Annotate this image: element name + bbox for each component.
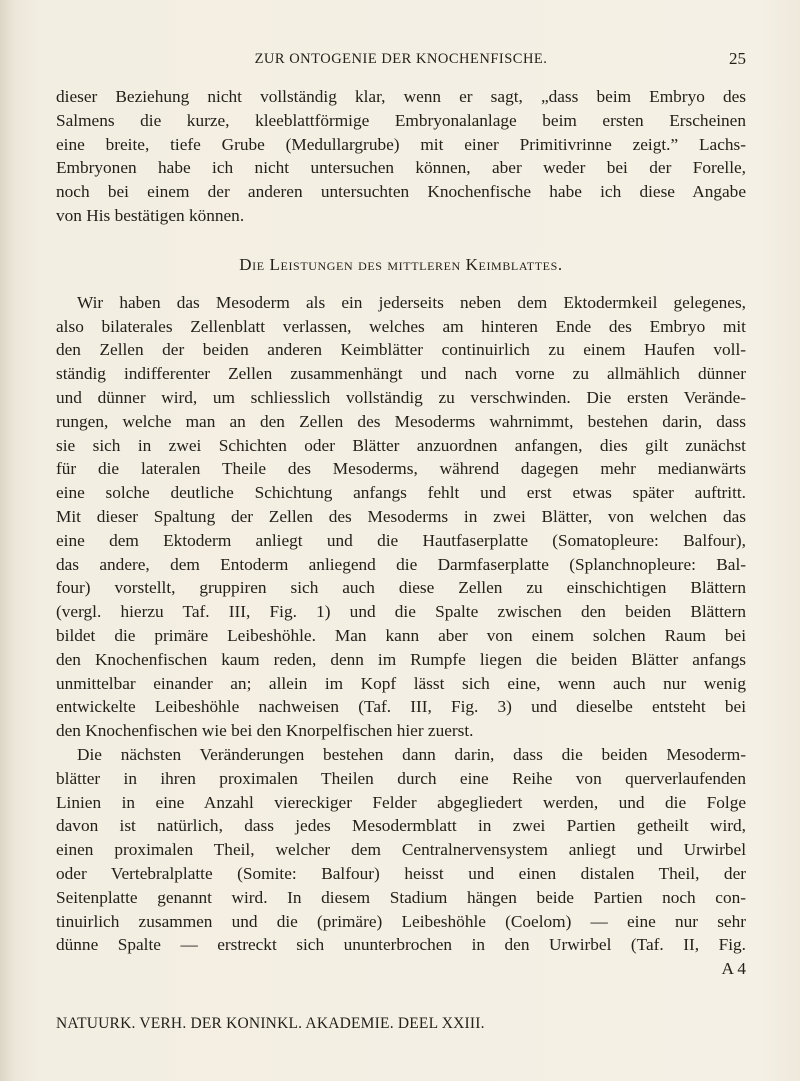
text-line: den Zellen der beiden anderen Keimblätter continuirlich zu einem Haufen voll- — [56, 340, 746, 360]
text-line: Wir haben das Mesoderm als ein jederseits neben dem Ektodermkeil gelegenes, — [77, 292, 746, 312]
text-line: ständig indifferenter Zellen zusammenhängt und nach vorne zu allmählich dünner — [56, 364, 746, 384]
footer-imprint: NATUURK. VERH. DER KONINKL. AKADEMIE. DEEL XXIII. — [56, 1015, 485, 1032]
text-line: (vergl. hierzu Taf. III, Fig. 1) und die Spalte zwischen den beiden Blättern — [56, 602, 746, 622]
running-title: ZUR ONTOGENIE DER KNOCHENFISCHE. — [254, 51, 548, 67]
text-line: Mit dieser Spaltung der Zellen des Mesoderms in zwei Blätter, von welchen das — [56, 506, 746, 526]
text-line: sie sich in zwei Schichten oder Blätter anzuordnen anfangen, dies gilt zunächst — [56, 435, 746, 455]
text-line: Seitenplatte genannt wird. In diesem Stadium hängen beide Partien noch con- — [56, 887, 746, 907]
signature-mark: A 4 — [721, 959, 746, 979]
text-line: eine solche deutliche Schichtung anfangs fehlt und erst etwas später auftritt. — [56, 483, 746, 503]
text-line: Embryonen habe ich nicht untersuchen können, aber weder bei der Forelle, — [56, 158, 746, 178]
section-heading — [56, 253, 746, 277]
running-head — [56, 49, 746, 73]
paragraph-1 — [56, 85, 746, 228]
text-line: eine breite, tiefe Grube (Medullargrube) mit einer Primitivrinne zeigt.” Lachs- — [56, 134, 746, 154]
text-line: eine dem Ektoderm anliegt und die Hautfaserplatte (Somatopleure: Balfour), — [56, 530, 746, 550]
text-line: oder Vertebralplatte (Somite: Balfour) heisst und einen distalen Theil, der — [56, 863, 746, 883]
page-number: 25 — [729, 49, 746, 68]
section-heading-text: Die Leistungen des mittleren Keimblattes. — [239, 254, 563, 274]
text-line: davon ist natürlich, dass jedes Mesodermblatt in zwei Partien getheilt wird, — [56, 816, 746, 836]
text-line: also bilaterales Zellenblatt verlassen, welches am hinteren Ende des Embryo mit — [56, 316, 746, 336]
text-line: bildet die primäre Leibeshöhle. Man kann aber von einem solchen Raum bei — [56, 625, 746, 645]
text-line: das andere, dem Entoderm anliegend die Darmfaserplatte (Splanchnopleure: Bal- — [56, 554, 746, 574]
text-line: dünne Spalte — erstreckt sich ununterbrochen in den Urwirbel (Taf. II, Fig. — [56, 935, 746, 955]
text-line: Die nächsten Veränderungen bestehen dann darin, dass die beiden Mesoderm- — [77, 744, 746, 764]
text-line: Linien in eine Anzahl viereckiger Felder abgegliedert werden, und die Folge — [56, 792, 746, 812]
text-line: Salmens die kurze, kleeblattförmige Embryonalanlage beim ersten Erscheinen — [56, 110, 746, 130]
text-line: four) vorstellt, gruppiren sich auch diese Zellen zu einschichtigen Blättern — [56, 578, 746, 598]
text-line: entwickelte Leibeshöhle nachweisen (Taf. III, Fig. 3) und dieselbe entsteht bei — [56, 697, 746, 717]
text-line: einen proximalen Theil, welcher dem Centralnervensystem anliegt und Urwirbel — [56, 840, 746, 860]
text-line: unmittelbar einander an; allein im Kopf lässt sich eine, wenn auch nur wenig — [56, 673, 746, 693]
text-line: blätter in ihren proximalen Theilen durch eine Reihe von querverlaufenden — [56, 768, 746, 788]
text-line: von His bestätigen können. — [56, 205, 245, 225]
paragraph-2 — [56, 291, 746, 743]
text-line: den Knochenfischen wie bei den Knorpelfischen hier zuerst. — [56, 721, 474, 741]
text-line: noch bei einem der anderen untersuchten Knochenfische habe ich diese Angabe — [56, 182, 746, 202]
paragraph-3 — [56, 743, 746, 957]
text-line: rungen, welche man an den Zellen des Mesoderms wahrnimmt, bestehen darin, dass — [56, 411, 746, 431]
text-line: für die lateralen Theile des Mesoderms, während dagegen mehr medianwärts — [56, 459, 746, 479]
text-line: und dünner wird, um schliesslich vollständig zu verschwinden. Die ersten Verände- — [56, 387, 746, 407]
body-text — [56, 85, 746, 981]
text-line: den Knochenfischen kaum reden, denn im Rumpfe liegen die beiden Blätter anfangs — [56, 649, 746, 669]
text-line: dieser Beziehung nicht vollständig klar, wenn er sagt, „dass beim Embryo des — [56, 87, 746, 106]
text-line: tinuirlich zusammen und die (primäre) Leibeshöhle (Coelom) — eine nur sehr — [56, 911, 746, 931]
